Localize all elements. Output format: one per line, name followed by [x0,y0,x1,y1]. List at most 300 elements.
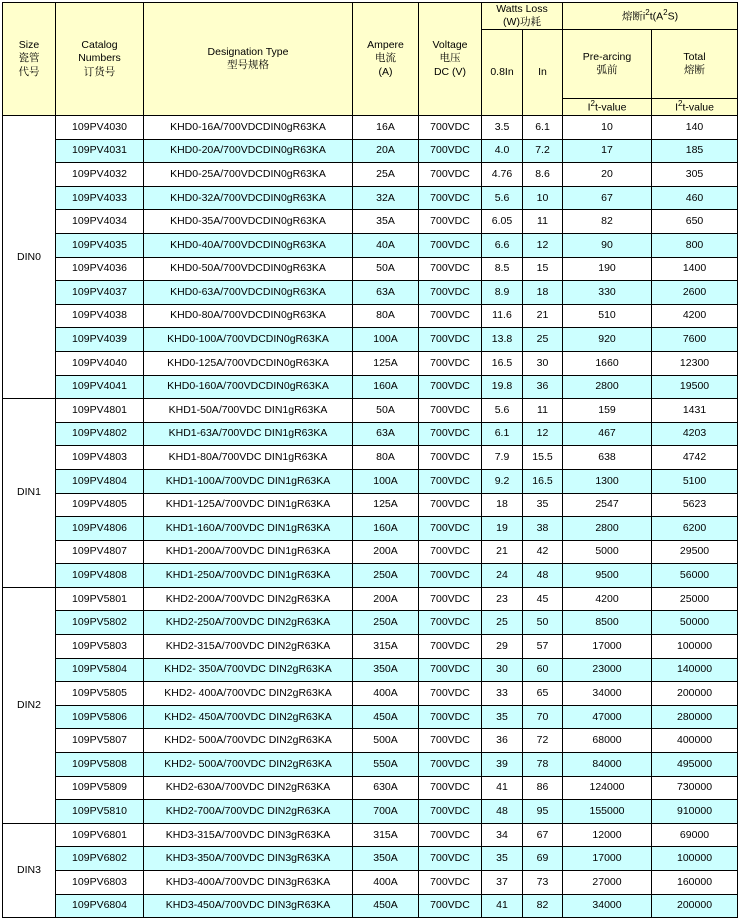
cell-watts-08in: 29 [482,635,523,659]
cell-ampere: 400A [353,682,419,706]
header-total-tvalue: t-value [682,101,714,114]
cell-designation-type: KHD2-700A/700VDC DIN2gR63KA [144,800,353,824]
cell-catalog-number: 109PV5803 [56,635,144,659]
cell-total-i2t: 5100 [652,469,738,493]
header-prearcing-zh: 弧前 [596,64,618,77]
fuse-specification-table [2,2,738,918]
cell-total-i2t: 19500 [652,375,738,399]
cell-voltage: 700VDC [419,281,482,305]
header-total-zh: 熔断 [684,64,706,77]
header-ampere [353,3,419,116]
cell-watts-in: 65 [523,682,563,706]
cell-total-i2t: 5623 [652,493,738,517]
cell-watts-08in: 13.8 [482,328,523,352]
cell-total-i2t: 305 [652,163,738,187]
header-total [652,30,738,99]
cell-watts-08in: 8.9 [482,281,523,305]
cell-watts-in: 15.5 [523,446,563,470]
cell-watts-08in: 11.6 [482,304,523,328]
cell-designation-type: KHD1-200A/700VDC DIN1gR63KA [144,540,353,564]
table-row [3,611,738,635]
cell-watts-in: 45 [523,587,563,611]
cell-catalog-number: 109PV5810 [56,800,144,824]
cell-catalog-number: 109PV4803 [56,446,144,470]
cell-prearcing-i2t: 2547 [563,493,652,517]
cell-designation-type: KHD2-200A/700VDC DIN2gR63KA [144,587,353,611]
cell-watts-08in: 6.6 [482,233,523,257]
cell-watts-in: 38 [523,517,563,541]
cell-watts-08in: 24 [482,564,523,588]
cell-catalog-number: 109PV4801 [56,399,144,423]
cell-ampere: 700A [353,800,419,824]
cell-catalog-number: 109PV4807 [56,540,144,564]
header-i2t [563,3,738,30]
cell-watts-08in: 35 [482,847,523,871]
cell-designation-type: KHD3-350A/700VDC DIN3gR63KA [144,847,353,871]
cell-prearcing-i2t: 638 [563,446,652,470]
cell-catalog-number: 109PV4041 [56,375,144,399]
cell-watts-in: 42 [523,540,563,564]
cell-voltage: 700VDC [419,823,482,847]
cell-catalog-number: 109PV4037 [56,281,144,305]
cell-watts-08in: 6.1 [482,422,523,446]
cell-designation-type: KHD3-450A/700VDC DIN3gR63KA [144,894,353,918]
cell-prearcing-i2t: 467 [563,422,652,446]
cell-ampere: 80A [353,446,419,470]
cell-designation-type: KHD2- 450A/700VDC DIN2gR63KA [144,705,353,729]
cell-catalog-number: 109PV4033 [56,186,144,210]
header-i2t-sup: 2 [645,8,650,18]
cell-total-i2t: 12300 [652,351,738,375]
cell-prearcing-i2t: 34000 [563,894,652,918]
cell-watts-in: 72 [523,729,563,753]
cell-ampere: 20A [353,139,419,163]
cell-watts-in: 48 [523,564,563,588]
cell-ampere: 50A [353,257,419,281]
table-row [3,399,738,423]
cell-catalog-number: 109PV4038 [56,304,144,328]
cell-voltage: 700VDC [419,446,482,470]
cell-designation-type: KHD1-50A/700VDC DIN1gR63KA [144,399,353,423]
cell-voltage: 700VDC [419,517,482,541]
cell-watts-08in: 5.6 [482,399,523,423]
cell-total-i2t: 910000 [652,800,738,824]
cell-total-i2t: 1400 [652,257,738,281]
header-ampere-en: Ampere [367,39,404,52]
cell-voltage: 700VDC [419,493,482,517]
cell-prearcing-i2t: 12000 [563,823,652,847]
cell-prearcing-i2t: 920 [563,328,652,352]
header-designation-zh: 型号规格 [227,59,269,71]
cell-designation-type: KHD0-40A/700VDCDIN0gR63KA [144,233,353,257]
cell-watts-in: 30 [523,351,563,375]
header-prearcing [563,30,652,99]
cell-designation-type: KHD0-35A/700VDCDIN0gR63KA [144,210,353,234]
cell-ampere: 63A [353,422,419,446]
cell-catalog-number: 109PV4030 [56,116,144,140]
cell-catalog-number: 109PV5804 [56,658,144,682]
cell-ampere: 125A [353,493,419,517]
cell-watts-08in: 5.6 [482,186,523,210]
cell-prearcing-i2t: 330 [563,281,652,305]
cell-watts-08in: 39 [482,753,523,777]
cell-watts-08in: 19.8 [482,375,523,399]
cell-designation-type: KHD2-250A/700VDC DIN2gR63KA [144,611,353,635]
cell-designation-type: KHD1-100A/700VDC DIN1gR63KA [144,469,353,493]
cell-total-i2t: 7600 [652,328,738,352]
cell-watts-in: 18 [523,281,563,305]
cell-catalog-number: 109PV5807 [56,729,144,753]
cell-catalog-number: 109PV4040 [56,351,144,375]
cell-watts-in: 7.2 [523,139,563,163]
cell-prearcing-i2t: 510 [563,304,652,328]
cell-designation-type: KHD0-50A/700VDCDIN0gR63KA [144,257,353,281]
table-row [3,823,738,847]
header-ampere-unit: (A) [378,65,393,78]
cell-watts-08in: 21 [482,540,523,564]
table-row [3,517,738,541]
cell-prearcing-i2t: 159 [563,399,652,423]
header-total-value [652,99,738,116]
cell-watts-08in: 30 [482,658,523,682]
cell-voltage: 700VDC [419,564,482,588]
cell-watts-in: 86 [523,776,563,800]
cell-prearcing-i2t: 4200 [563,587,652,611]
cell-designation-type: KHD2- 400A/700VDC DIN2gR63KA [144,682,353,706]
cell-prearcing-i2t: 20 [563,163,652,187]
header-watts-loss [482,3,563,30]
cell-catalog-number: 109PV4036 [56,257,144,281]
cell-total-i2t: 100000 [652,847,738,871]
cell-ampere: 80A [353,304,419,328]
cell-designation-type: KHD0-63A/700VDCDIN0gR63KA [144,281,353,305]
cell-designation-type: KHD1-250A/700VDC DIN1gR63KA [144,564,353,588]
cell-watts-08in: 4.0 [482,139,523,163]
spec-sheet [0,2,739,912]
cell-prearcing-i2t: 2800 [563,517,652,541]
cell-voltage: 700VDC [419,776,482,800]
cell-designation-type: KHD2-630A/700VDC DIN2gR63KA [144,776,353,800]
cell-watts-08in: 37 [482,871,523,895]
cell-prearcing-i2t: 5000 [563,540,652,564]
cell-voltage: 700VDC [419,186,482,210]
header-total-i: I [675,101,678,114]
cell-designation-type: KHD0-160A/700VDCDIN0gR63KA [144,375,353,399]
header-i2t-post: t(A [649,10,664,23]
cell-total-i2t: 100000 [652,635,738,659]
table-row [3,682,738,706]
cell-catalog-number: 109PV5802 [56,611,144,635]
cell-watts-08in: 4.76 [482,163,523,187]
cell-voltage: 700VDC [419,304,482,328]
table-row [3,564,738,588]
header-designation [144,3,353,116]
cell-total-i2t: 4200 [652,304,738,328]
cell-ampere: 350A [353,847,419,871]
cell-prearcing-i2t: 27000 [563,871,652,895]
table-row [3,116,738,140]
cell-ampere: 35A [353,210,419,234]
cell-watts-08in: 41 [482,894,523,918]
cell-watts-08in: 25 [482,611,523,635]
cell-ampere: 250A [353,564,419,588]
cell-ampere: 25A [353,163,419,187]
cell-prearcing-i2t: 190 [563,257,652,281]
table-row [3,375,738,399]
cell-total-i2t: 200000 [652,682,738,706]
cell-watts-in: 35 [523,493,563,517]
cell-voltage: 700VDC [419,139,482,163]
table-row [3,257,738,281]
cell-catalog-number: 109PV4032 [56,163,144,187]
cell-prearcing-i2t: 9500 [563,564,652,588]
cell-total-i2t: 460 [652,186,738,210]
cell-ampere: 450A [353,705,419,729]
cell-watts-in: 78 [523,753,563,777]
cell-catalog-number: 109PV4805 [56,493,144,517]
cell-watts-in: 73 [523,871,563,895]
cell-total-i2t: 4742 [652,446,738,470]
cell-voltage: 700VDC [419,422,482,446]
cell-voltage: 700VDC [419,210,482,234]
cell-watts-08in: 3.5 [482,116,523,140]
cell-total-i2t: 25000 [652,587,738,611]
cell-total-i2t: 50000 [652,611,738,635]
table-row [3,753,738,777]
cell-ampere: 200A [353,540,419,564]
cell-ampere: 200A [353,587,419,611]
cell-total-i2t: 140 [652,116,738,140]
cell-total-i2t: 1431 [652,399,738,423]
table-row [3,446,738,470]
cell-voltage: 700VDC [419,611,482,635]
cell-voltage: 700VDC [419,116,482,140]
table-row [3,587,738,611]
cell-total-i2t: 650 [652,210,738,234]
header-watts-in: In [523,30,563,116]
header-row-main [3,3,738,30]
cell-ampere: 16A [353,116,419,140]
cell-watts-08in: 36 [482,729,523,753]
cell-total-i2t: 800 [652,233,738,257]
cell-catalog-number: 109PV4806 [56,517,144,541]
cell-ampere: 550A [353,753,419,777]
cell-watts-08in: 23 [482,587,523,611]
table-row [3,233,738,257]
header-watts-08in: 0.8In [482,30,523,116]
cell-catalog-number: 109PV4031 [56,139,144,163]
cell-watts-08in: 7.9 [482,446,523,470]
header-voltage-en: Voltage [432,39,468,52]
cell-watts-in: 82 [523,894,563,918]
cell-watts-08in: 18 [482,493,523,517]
cell-designation-type: KHD0-20A/700VDCDIN0gR63KA [144,139,353,163]
table-row [3,422,738,446]
cell-designation-type: KHD3-315A/700VDC DIN3gR63KA [144,823,353,847]
cell-catalog-number: 109PV5805 [56,682,144,706]
table-row [3,540,738,564]
cell-watts-08in: 8.5 [482,257,523,281]
cell-ampere: 160A [353,517,419,541]
header-total-en: Total [683,51,706,64]
cell-ampere: 125A [353,351,419,375]
cell-designation-type: KHD3-400A/700VDC DIN3gR63KA [144,871,353,895]
cell-total-i2t: 200000 [652,894,738,918]
cell-voltage: 700VDC [419,871,482,895]
cell-ampere: 250A [353,611,419,635]
table-row [3,847,738,871]
cell-ampere: 32A [353,186,419,210]
cell-prearcing-i2t: 82 [563,210,652,234]
cell-catalog-number: 109PV6804 [56,894,144,918]
header-voltage-zh: 电压 [439,52,461,65]
cell-watts-in: 57 [523,635,563,659]
cell-voltage: 700VDC [419,682,482,706]
cell-designation-type: KHD2- 350A/700VDC DIN2gR63KA [144,658,353,682]
cell-designation-type: KHD0-80A/700VDCDIN0gR63KA [144,304,353,328]
cell-voltage: 700VDC [419,540,482,564]
cell-designation-type: KHD1-80A/700VDC DIN1gR63KA [144,446,353,470]
cell-ampere: 160A [353,375,419,399]
cell-catalog-number: 109PV4802 [56,422,144,446]
cell-watts-in: 15 [523,257,563,281]
cell-watts-08in: 19 [482,517,523,541]
cell-watts-in: 10 [523,186,563,210]
cell-total-i2t: 4203 [652,422,738,446]
header-voltage-unit: DC (V) [433,65,467,78]
cell-watts-in: 95 [523,800,563,824]
table-row [3,658,738,682]
header-watts-en: Watts Loss [496,3,548,15]
cell-designation-type: KHD1-160A/700VDC DIN1gR63KA [144,517,353,541]
header-voltage [419,3,482,116]
cell-designation-type: KHD1-125A/700VDC DIN1gR63KA [144,493,353,517]
table-row [3,351,738,375]
cell-ampere: 630A [353,776,419,800]
table-header [3,3,738,116]
cell-voltage: 700VDC [419,800,482,824]
cell-watts-in: 16.5 [523,469,563,493]
cell-total-i2t: 730000 [652,776,738,800]
header-prearcing-value [563,99,652,116]
cell-prearcing-i2t: 47000 [563,705,652,729]
cell-voltage: 700VDC [419,658,482,682]
cell-designation-type: KHD0-32A/700VDCDIN0gR63KA [144,186,353,210]
cell-prearcing-i2t: 2800 [563,375,652,399]
table-row [3,729,738,753]
header-i2t-end: S) [667,10,679,23]
table-row [3,800,738,824]
cell-watts-08in: 35 [482,705,523,729]
cell-designation-type: KHD1-63A/700VDC DIN1gR63KA [144,422,353,446]
table-row [3,894,738,918]
header-prearcing-en: Pre-arcing [582,51,632,64]
table-row [3,635,738,659]
cell-designation-type: KHD2- 500A/700VDC DIN2gR63KA [144,729,353,753]
cell-prearcing-i2t: 17000 [563,847,652,871]
cell-voltage: 700VDC [419,847,482,871]
cell-voltage: 700VDC [419,328,482,352]
cell-watts-in: 12 [523,233,563,257]
cell-watts-in: 69 [523,847,563,871]
table-row [3,281,738,305]
cell-watts-08in: 41 [482,776,523,800]
header-catalog [56,3,144,116]
cell-total-i2t: 185 [652,139,738,163]
cell-total-i2t: 6200 [652,517,738,541]
cell-watts-in: 70 [523,705,563,729]
cell-size: DIN0 [3,116,56,399]
cell-prearcing-i2t: 84000 [563,753,652,777]
cell-catalog-number: 109PV5801 [56,587,144,611]
table-row [3,776,738,800]
cell-voltage: 700VDC [419,233,482,257]
cell-designation-type: KHD0-25A/700VDCDIN0gR63KA [144,163,353,187]
header-ampere-zh: 电流 [375,52,396,65]
table-row [3,493,738,517]
header-prearcing-i: I [587,101,591,114]
cell-prearcing-i2t: 23000 [563,658,652,682]
header-prearcing-tvalue: t-value [594,101,627,114]
cell-watts-08in: 33 [482,682,523,706]
cell-prearcing-i2t: 17000 [563,635,652,659]
cell-catalog-number: 109PV6802 [56,847,144,871]
cell-watts-in: 25 [523,328,563,352]
cell-watts-in: 11 [523,399,563,423]
cell-catalog-number: 109PV6803 [56,871,144,895]
cell-voltage: 700VDC [419,587,482,611]
cell-total-i2t: 495000 [652,753,738,777]
cell-watts-in: 36 [523,375,563,399]
cell-catalog-number: 109PV4808 [56,564,144,588]
header-designation-en: Designation Type [207,45,289,58]
header-total-i-sup: 2 [678,99,683,109]
cell-watts-in: 6.1 [523,116,563,140]
table-row [3,304,738,328]
cell-ampere: 50A [353,399,419,423]
cell-voltage: 700VDC [419,399,482,423]
cell-voltage: 700VDC [419,705,482,729]
cell-voltage: 700VDC [419,257,482,281]
cell-prearcing-i2t: 67 [563,186,652,210]
cell-total-i2t: 400000 [652,729,738,753]
cell-total-i2t: 140000 [652,658,738,682]
cell-size: DIN3 [3,823,56,917]
cell-ampere: 400A [353,871,419,895]
table-body [3,116,738,918]
cell-watts-08in: 16.5 [482,351,523,375]
cell-ampere: 315A [353,635,419,659]
cell-prearcing-i2t: 10 [563,116,652,140]
cell-watts-in: 60 [523,658,563,682]
cell-total-i2t: 69000 [652,823,738,847]
cell-prearcing-i2t: 34000 [563,682,652,706]
table-row [3,871,738,895]
header-i2t-sup2: 2 [663,8,668,18]
cell-watts-08in: 9.2 [482,469,523,493]
cell-watts-in: 11 [523,210,563,234]
cell-prearcing-i2t: 8500 [563,611,652,635]
table-row [3,139,738,163]
cell-voltage: 700VDC [419,894,482,918]
cell-catalog-number: 109PV4034 [56,210,144,234]
header-prearcing-i-sup: 2 [590,99,595,109]
cell-catalog-number: 109PV5809 [56,776,144,800]
cell-ampere: 500A [353,729,419,753]
table-row [3,210,738,234]
cell-ampere: 450A [353,894,419,918]
cell-prearcing-i2t: 1660 [563,351,652,375]
